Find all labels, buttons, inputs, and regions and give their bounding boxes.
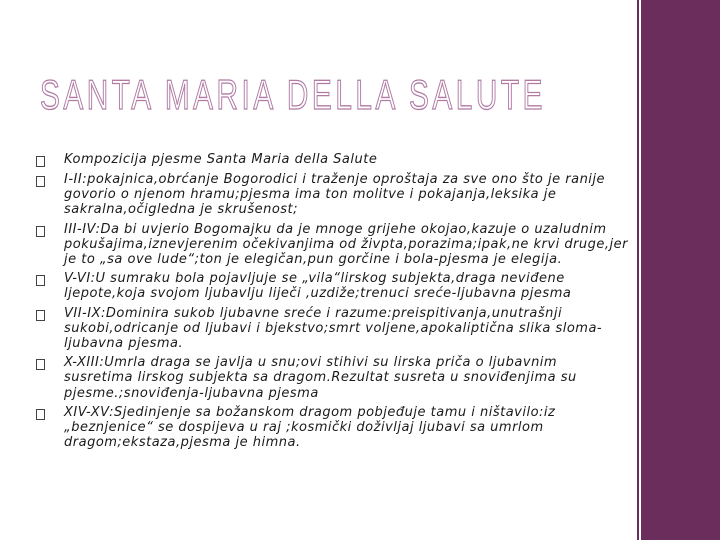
bullet-text: VII-IX:Dominira sukob ljubavne sreće i razume:preispitivanja,unutrašnji sukobi,odricanje od ljubavi i bjekstvo;smrt voljene,apokaliptična slika sloma-ljubavna pjesma.	[64, 305, 603, 352]
checkbox-square-icon	[36, 172, 64, 188]
slide-title-text: SANTA MARIA DELLA SALUTE	[40, 71, 546, 118]
bullet-text: I-II:pokajnica,obrćanje Bogorodici i traženje oproštaja za sve ono što je ranije govorio o njenom hramu;pjesma ima ton molitve i pokajanja,leksika je sakralna,očigledna je skrušenost;	[64, 172, 606, 218]
bullet-text: XIV-XV:Sjedinjenje sa božanskom dragom pobjeđuje tamu i ništavilo:iz „beznjenice“ se dospijeva u raj ;kosmički doživljaj ljubavi sa umrlom dragom;ekstaza,pjesma je himna.	[64, 404, 556, 451]
checkbox-square-icon	[36, 152, 64, 168]
bullet-item	[36, 355, 628, 401]
slide-title	[36, 70, 636, 118]
bullet-text: III-IV:Da bi uvjerio Bogomajku da je mnoge grijehe okojao,kazuje o uzaludnim pokušajima,iznevjerenim očekivanjima od živpta,porazima;ipak,ne krvi druge,jer je to „sa ove lude“;ton je elegičan,pun gorčine i bola-pjesma je elegija.	[64, 221, 629, 268]
bullet-item	[36, 152, 628, 168]
checkbox-square-icon	[36, 306, 64, 322]
bullet-item	[36, 271, 628, 301]
accent-divider-line	[637, 0, 639, 540]
checkbox-square-icon	[36, 222, 64, 238]
checkbox-square-icon	[36, 271, 64, 287]
checkbox-square-icon	[36, 355, 64, 371]
bullet-list	[36, 152, 628, 454]
bullet-item	[36, 172, 628, 218]
bullet-item	[36, 306, 628, 352]
bullet-text: X-XIII:Umrla draga se javlja u snu;ovi stihivi su lirska priča o ljubavnim susretima lirskog subjekta sa dragom.Rezultat susreta u snoviđenjima su pjesme.;snoviđenja-ljubavna pjesma	[64, 355, 577, 401]
bullet-text: Kompozicija pjesme Santa Maria della Salute	[64, 152, 378, 167]
accent-side-bar	[641, 0, 720, 540]
slide-title-svg	[36, 70, 636, 118]
bullet-item	[36, 222, 628, 268]
bullet-item	[36, 405, 628, 451]
checkbox-square-icon	[36, 405, 64, 421]
bullet-text: V-VI:U sumraku bola pojavljuje se „vila“lirskog subjekta,draga neviđene ljepote,koja svojom ljubavlju liječi ,uzdiže;trenuci sreće-ljubavna pjesma	[64, 271, 572, 302]
